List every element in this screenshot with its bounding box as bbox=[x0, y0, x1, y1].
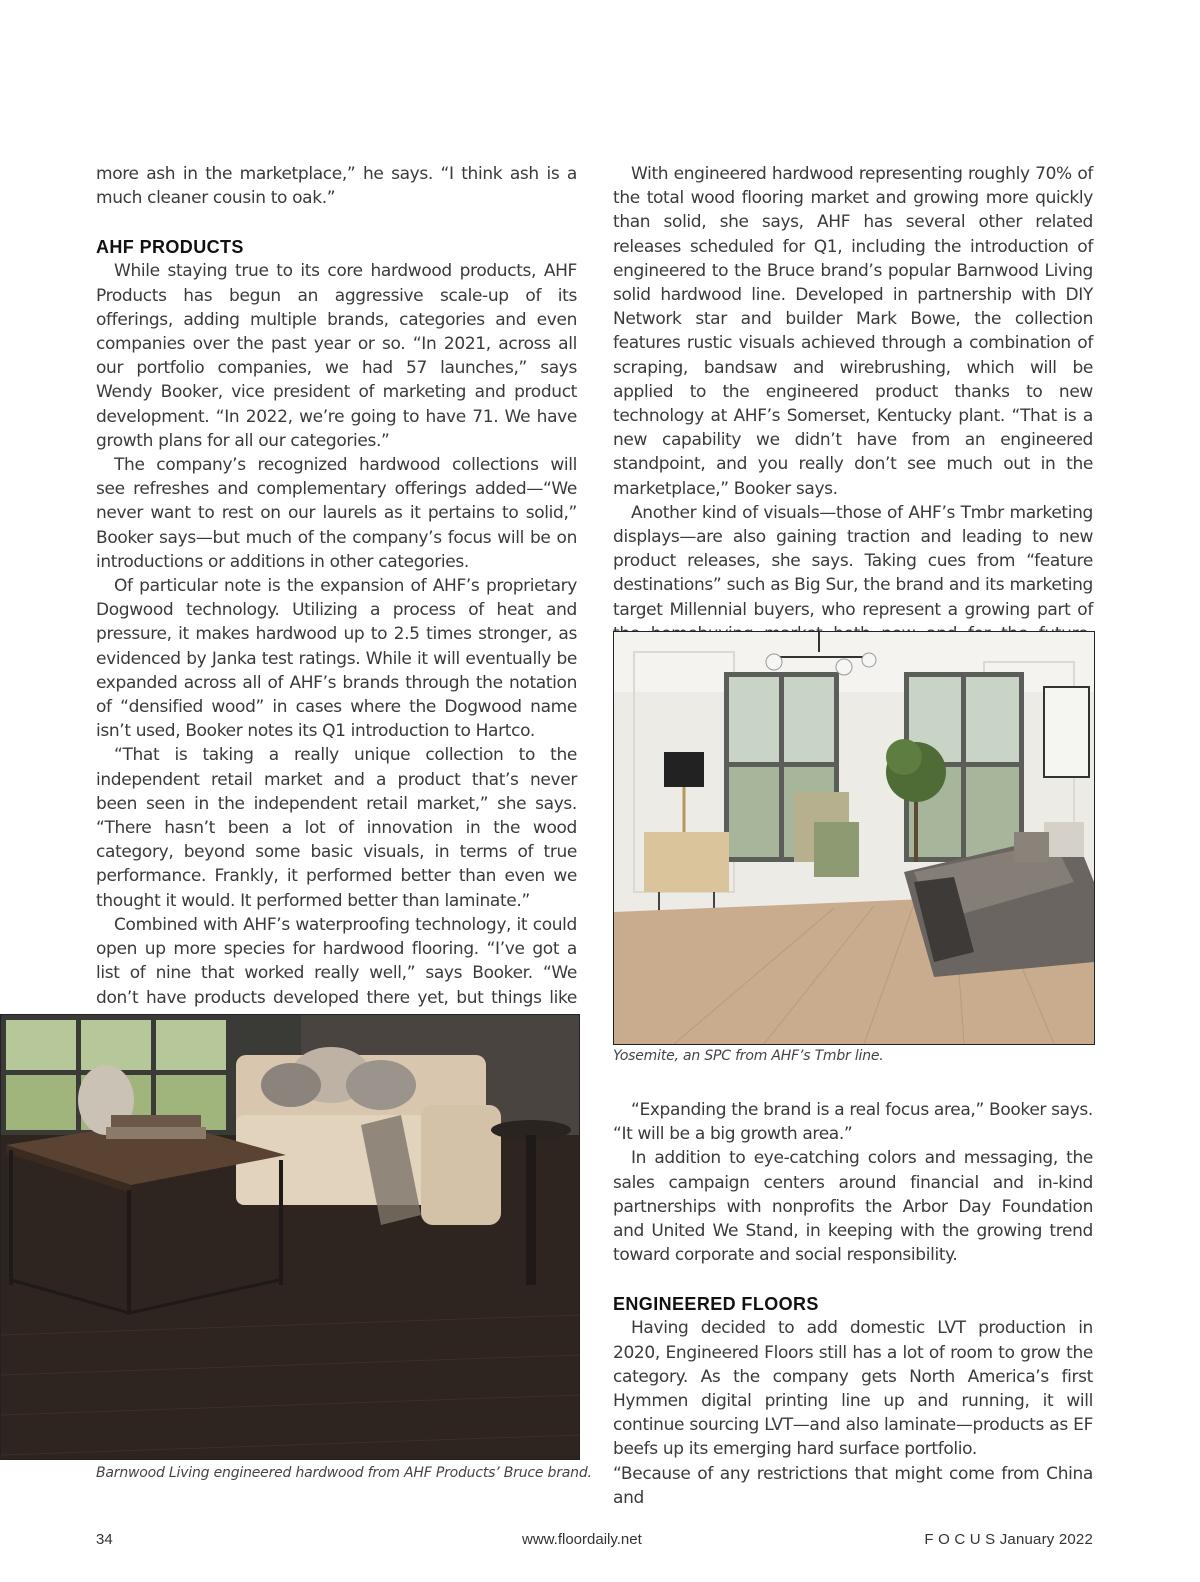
paragraph: “Because of any restrictions that might come from China and bbox=[613, 1463, 1093, 1508]
paragraph: While staying true to its core hardwood products, AHF Products has begun an aggressive scale-up of its offerings, adding multiple brands, categories and even companies over the past year or so. “In 2021, across all our portfolio companies, we had 57 launches,” says Wendy Booker, vice president of marketing and product development. “In 2022, we’re going to have 71. We have growth plans for all our categories.” bbox=[96, 261, 577, 451]
paragraph: Another kind of visuals—those of AHF’s Tmbr marketing displays—are also gaining traction and leading to new product releases, she says. Taking cues from “feature destinations” such as Big Sur, the brand and its marketing target Millennial buyers, who represent a growing part of bbox=[613, 502, 1093, 620]
paragraph: In addition to eye-catching colors and messaging, the sales campaign centers around financial and in-kind partnerships with nonprofits the Arbor Day Foundation and United We Stand, in keeping with the growing trend toward corporate and social responsibility. bbox=[613, 1148, 1093, 1266]
paragraph: With engineered hardwood representing roughly 70% of the total wood flooring market and growing more quickly than solid, she says, AHF has several other related releases scheduled for Q1, including the introduction of engineered to the Bruce brand’s popular Barnwood Living solid hardwood line. Developed in partnership with DIY Network star and builder Mark Bowe, the collection features rustic visuals achieved through a combination of scraping, bandsaw and wirebrushing, which will be applied to the engineered product thanks to new technology at AHF’s Somerset, Kentucky plant. “That is a new capability we didn’t have from an engineered standpoint, and you really don’t see much out in the marketplace,” Booker says. bbox=[613, 164, 1093, 499]
paragraph: The company’s recognized hardwood collections will see refreshes and complementary offerings added—“We never want to rest on our laurels as it pertains to solid,” Booker says—but much of the company’s focus will be on introductions or additions in other categories. bbox=[96, 455, 577, 572]
barnwood-living-room-photo bbox=[0, 1014, 580, 1460]
section-heading-ahf-products: AHF PRODUCTS bbox=[96, 237, 244, 258]
left-column bbox=[96, 162, 577, 1082]
paragraph: Having decided to add domestic LVT production in 2020, Engineered Floors still has a lot of room to grow the category. As the company gets North America’s first Hymmen digital printing line up and running, it will continue sourcing LVT—and also laminate—products as EF beefs up its emerging hard surface portfolio. bbox=[613, 1318, 1093, 1460]
paragraph: Of particular note is the expansion of AHF’s proprietary Dogwood technology. Utilizing a process of heat and pressure, it makes hardwood up to 2.5 times stronger, as evidenced by Janka test ratings. While it will eventually be expanded across all of AHF’s brands through the notation of “densified wood” in cases where the Dogwood name isn’t used, Booker notes its Q1 introduction to Hartco. bbox=[96, 576, 577, 742]
yosemite-caption: Yosemite, an SPC from AHF’s Tmbr line. bbox=[613, 1048, 884, 1064]
sofa bbox=[236, 1047, 501, 1225]
paragraph: “Expanding the brand is a real focus area,” Booker says. “It will be a big growth area.” bbox=[613, 1100, 1093, 1145]
barnwood-caption: Barnwood Living engineered hardwood from AHF Products’ Bruce brand. bbox=[96, 1465, 592, 1481]
website-link[interactable]: www.floordaily.net bbox=[522, 1531, 642, 1548]
living-room-illustration bbox=[1, 1015, 579, 1459]
bedroom-illustration bbox=[614, 632, 1094, 1044]
paragraph: “That is taking a really unique collection to the independent retail market and a product that’s never been seen in the independent retail market,” she says. “There hasn’t been a lot of innovation in the wood category, beyond some basic visuals, in terms of true performance. Frankly, it performed better than even we thought it would. It performed better than laminate.” bbox=[96, 745, 577, 911]
paragraph: more ash in the marketplace,” he says. “I think ash is a much cleaner cousin to oak.” bbox=[96, 164, 577, 209]
right-column-bottom bbox=[613, 1098, 1093, 1510]
right-column-top bbox=[613, 162, 1093, 694]
section-heading-engineered-floors: ENGINEERED FLOORS bbox=[613, 1294, 819, 1315]
paragraph: Combined with AHF’s waterproofing technology, it could open up more species for hardwood flooring. “I’ve got a list of nine that worked really well,” says Booker. “We don’t have products developed there yet, but things like bbox=[96, 914, 577, 1008]
yosemite-bedroom-photo bbox=[613, 631, 1095, 1045]
issue-label: F O C U S January 2022 bbox=[924, 1531, 1093, 1548]
page-number: 34 bbox=[96, 1531, 113, 1548]
